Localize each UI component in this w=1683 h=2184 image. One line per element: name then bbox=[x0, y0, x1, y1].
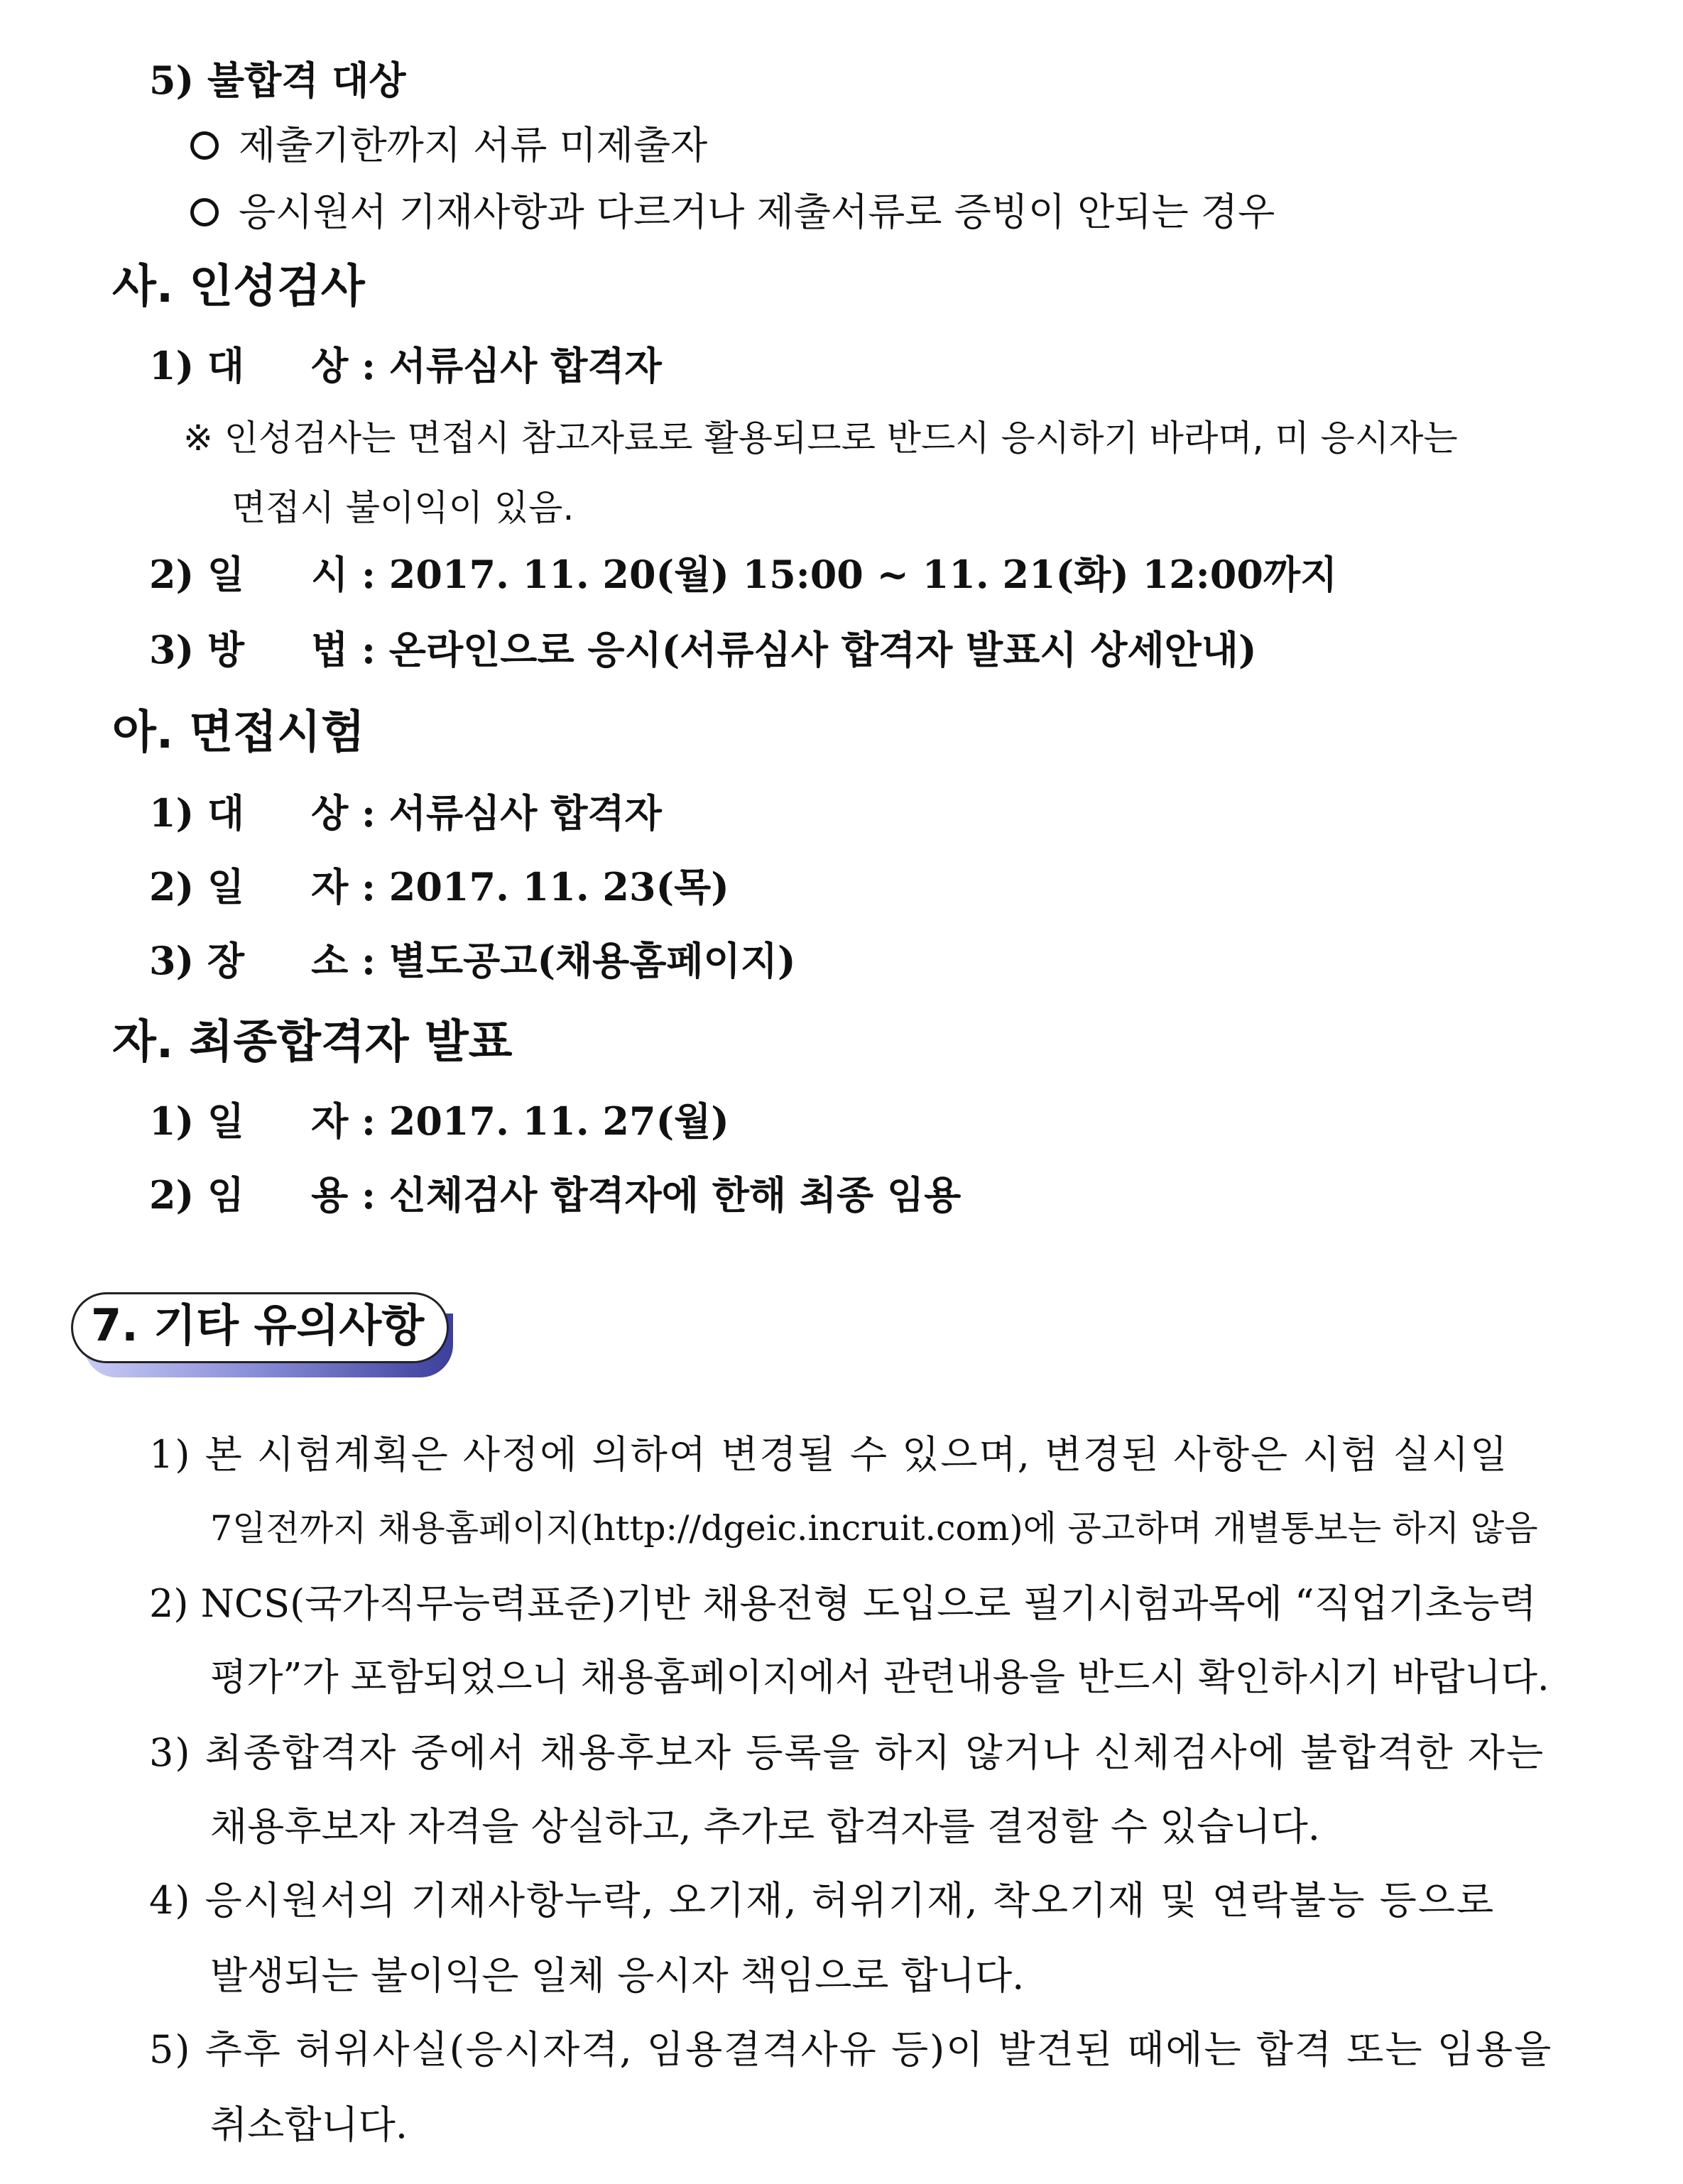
section-title-interview: 아. 면접시험 bbox=[112, 706, 365, 759]
section-title-final-announcement: 자. 최종합격자 발표 bbox=[112, 1016, 513, 1069]
personality-test-date: 2) 일 시 : 2017. 11. 20(월) 15:00 ~ 11. 21(화) 12:00까지 bbox=[149, 552, 1338, 597]
fail-criteria-title: 5) 불합격 대상 bbox=[149, 58, 406, 103]
final-announcement-date: 1) 일 자 : 2017. 11. 27(월) bbox=[149, 1098, 729, 1144]
personality-test-target: 1) 대 상 : 서류심사 합격자 bbox=[149, 343, 662, 388]
interview-place: 3) 장 소 : 별도공고(채용홈페이지) bbox=[149, 938, 796, 983]
fail-criteria-item-text: 응시원서 기재사항과 다르거나 제출서류로 증빙이 안되는 경우 bbox=[239, 190, 1275, 234]
notice-item-1: 1) 본 시험계획은 사정에 의하여 변경될 수 있으며, 변경된 사항은 시험 실시일 bbox=[149, 1432, 1509, 1477]
section-title-personality-test: 사. 인성검사 bbox=[112, 261, 365, 313]
notice-item-1-continued: 7일전까지 채용홈페이지(http://dgeic.incruit.com)에 공고하며 개별통보는 하지 않음 bbox=[210, 1508, 1538, 1549]
notice-item-4: 4) 응시원서의 기재사항누락, 오기재, 허위기재, 착오기재 및 연락불능 등으로 bbox=[149, 1878, 1496, 1923]
circle-bullet-icon bbox=[190, 131, 219, 160]
fail-criteria-item bbox=[190, 190, 1275, 234]
interview-date: 2) 일 자 : 2017. 11. 23(목) bbox=[149, 864, 729, 910]
personality-test-note-continued: 면접시 불이익이 있음. bbox=[232, 487, 574, 528]
interview-target: 1) 대 상 : 서류심사 합격자 bbox=[149, 790, 662, 836]
personality-test-method: 3) 방 법 : 온라인으로 응시(서류심사 합격자 발표시 상세안내) bbox=[149, 627, 1257, 672]
fail-criteria-item-text: 제출기한까지 서류 미제출자 bbox=[239, 123, 708, 168]
notice-item-2: 2) NCS(국가직무능력표준)기반 채용전형 도입으로 필기시험과목에 “직업기초능력 bbox=[149, 1581, 1537, 1626]
circle-bullet-icon bbox=[190, 198, 219, 226]
notice-item-4-continued: 발생되는 불이익은 일체 응시자 책임으로 합니다. bbox=[210, 1953, 1025, 1998]
final-appointment: 2) 임 용 : 신체검사 합격자에 한해 최종 임용 bbox=[149, 1172, 962, 1218]
notice-item-5-continued: 취소합니다. bbox=[210, 2102, 408, 2147]
notice-item-2-continued: 평가”가 포함되었으니 채용홈페이지에서 관련내용을 반드시 확인하시기 바랍니다. bbox=[210, 1656, 1549, 1699]
fail-criteria-item bbox=[190, 123, 708, 168]
section-7-heading bbox=[71, 1292, 454, 1375]
notice-item-3: 3) 최종합격자 중에서 채용후보자 등록을 하지 않거나 신체검사에 불합격한 자는 bbox=[149, 1730, 1545, 1775]
personality-test-note: ※ 인성검사는 면접시 참고자료로 활용되므로 반드시 응시하기 바라며, 미 응시자는 bbox=[183, 417, 1458, 459]
notice-item-5: 5) 추후 허위사실(응시자격, 임용결격사유 등)이 발견된 때에는 합격 또는 임용을 bbox=[149, 2027, 1553, 2072]
section-7-heading-text: 7. 기타 유의사항 bbox=[91, 1299, 425, 1351]
notice-item-3-continued: 채용후보자 자격을 상실하고, 추가로 합격자를 결정할 수 있습니다. bbox=[210, 1804, 1320, 1849]
